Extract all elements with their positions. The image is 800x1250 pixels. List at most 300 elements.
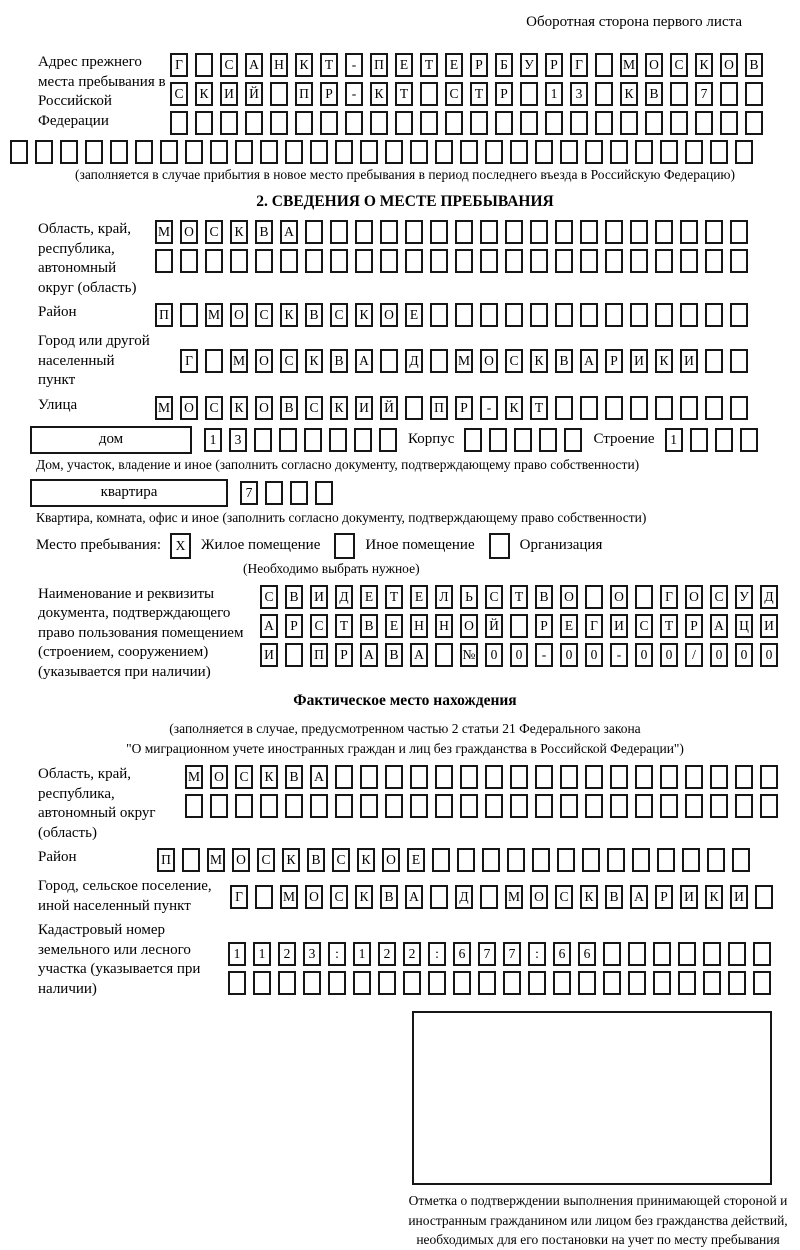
char-cell bbox=[430, 885, 448, 909]
char-cell: Т bbox=[660, 614, 678, 638]
char-cell bbox=[680, 303, 698, 327]
cells-row bbox=[155, 303, 755, 327]
char-cell: Й bbox=[380, 396, 398, 420]
district-label: Район bbox=[38, 304, 77, 320]
char-cell: И bbox=[680, 885, 698, 909]
char-cell: Ь bbox=[460, 585, 478, 609]
char-cell: С bbox=[255, 303, 273, 327]
char-cell: О bbox=[685, 585, 703, 609]
char-cell: К bbox=[330, 396, 348, 420]
char-cell: И bbox=[730, 885, 748, 909]
char-cell: / bbox=[685, 643, 703, 667]
char-cell bbox=[703, 942, 721, 966]
char-cell bbox=[514, 428, 532, 452]
char-cell: Р bbox=[320, 82, 338, 106]
char-cell: Р bbox=[335, 643, 353, 667]
char-cell bbox=[585, 765, 603, 789]
char-cell: С bbox=[505, 349, 523, 373]
char-cell: П bbox=[310, 643, 328, 667]
char-cell bbox=[605, 303, 623, 327]
char-cell bbox=[279, 428, 297, 452]
char-cell bbox=[730, 349, 748, 373]
char-cell bbox=[35, 140, 53, 164]
char-cell: М bbox=[455, 349, 473, 373]
char-cell: Д bbox=[760, 585, 778, 609]
char-cell: К bbox=[580, 885, 598, 909]
char-cell: О bbox=[720, 53, 738, 77]
char-cell: С bbox=[280, 349, 298, 373]
char-cell bbox=[410, 794, 428, 818]
char-cell bbox=[720, 111, 738, 135]
char-cell: К bbox=[195, 82, 213, 106]
char-cell bbox=[435, 794, 453, 818]
char-cell bbox=[335, 140, 353, 164]
char-cell: В bbox=[255, 220, 273, 244]
char-cell bbox=[580, 249, 598, 273]
char-cell bbox=[535, 765, 553, 789]
char-cell: А bbox=[630, 885, 648, 909]
char-cell bbox=[585, 140, 603, 164]
korpus-cells bbox=[464, 428, 589, 452]
char-cell bbox=[630, 249, 648, 273]
field-document bbox=[10, 585, 800, 683]
char-cell: Е bbox=[360, 585, 378, 609]
checkbox-other-premises bbox=[334, 533, 355, 559]
char-cell bbox=[705, 249, 723, 273]
previous-address-cells bbox=[170, 53, 770, 135]
char-cell bbox=[503, 971, 521, 995]
char-cell: Т bbox=[385, 585, 403, 609]
char-cell bbox=[657, 848, 675, 872]
char-cell bbox=[705, 303, 723, 327]
confirmation-stamp-area bbox=[398, 1011, 798, 1250]
char-cell: И bbox=[760, 614, 778, 638]
char-cell bbox=[510, 614, 528, 638]
char-cell bbox=[755, 885, 773, 909]
actual-location-note bbox=[10, 719, 800, 759]
char-cell: М bbox=[280, 885, 298, 909]
document-cells bbox=[260, 585, 785, 683]
char-cell: К bbox=[705, 885, 723, 909]
char-cell bbox=[605, 249, 623, 273]
char-cell bbox=[245, 111, 263, 135]
char-cell bbox=[460, 765, 478, 789]
char-cell bbox=[353, 971, 371, 995]
char-cell bbox=[660, 140, 678, 164]
char-cell: К bbox=[260, 765, 278, 789]
char-cell: О bbox=[530, 885, 548, 909]
stay-type-label: Место пребывания: bbox=[36, 537, 161, 553]
char-cell: О bbox=[610, 585, 628, 609]
char-cell bbox=[329, 428, 347, 452]
char-cell bbox=[705, 220, 723, 244]
char-cell: О bbox=[460, 614, 478, 638]
char-cell bbox=[385, 140, 403, 164]
char-cell bbox=[480, 220, 498, 244]
char-cell bbox=[310, 794, 328, 818]
actual-location-note-line2: "О миграционном учете иностранных граждан и лиц без гражданства в Российской Федерации") bbox=[126, 741, 684, 756]
char-cell bbox=[555, 220, 573, 244]
char-cell bbox=[560, 765, 578, 789]
char-cell bbox=[685, 765, 703, 789]
char-cell: С bbox=[205, 396, 223, 420]
char-cell: Р bbox=[495, 82, 513, 106]
char-cell bbox=[557, 848, 575, 872]
char-cell: П bbox=[157, 848, 175, 872]
char-cell bbox=[578, 971, 596, 995]
char-cell: В bbox=[535, 585, 553, 609]
char-cell bbox=[745, 82, 763, 106]
char-cell bbox=[280, 249, 298, 273]
char-cell: К bbox=[655, 349, 673, 373]
char-cell bbox=[580, 303, 598, 327]
field-city bbox=[10, 332, 800, 391]
char-cell: П bbox=[430, 396, 448, 420]
char-cell bbox=[135, 140, 153, 164]
char-cell bbox=[435, 765, 453, 789]
char-cell: : bbox=[428, 942, 446, 966]
char-cell bbox=[653, 942, 671, 966]
char-cell bbox=[420, 111, 438, 135]
char-cell: А bbox=[710, 614, 728, 638]
char-cell bbox=[655, 220, 673, 244]
char-cell: 1 bbox=[353, 942, 371, 966]
char-cell: В bbox=[305, 303, 323, 327]
char-cell: Т bbox=[395, 82, 413, 106]
cells-row bbox=[170, 111, 770, 135]
char-cell: Е bbox=[410, 585, 428, 609]
char-cell bbox=[310, 140, 328, 164]
char-cell: М bbox=[155, 396, 173, 420]
char-cell bbox=[345, 111, 363, 135]
char-cell bbox=[160, 140, 178, 164]
char-cell bbox=[685, 140, 703, 164]
char-cell: В bbox=[280, 396, 298, 420]
char-cell: С bbox=[220, 53, 238, 77]
char-cell: В bbox=[285, 765, 303, 789]
char-cell: С bbox=[257, 848, 275, 872]
char-cell bbox=[405, 249, 423, 273]
char-cell bbox=[110, 140, 128, 164]
char-cell bbox=[180, 303, 198, 327]
char-cell: О bbox=[255, 349, 273, 373]
char-cell: М bbox=[155, 220, 173, 244]
char-cell: С bbox=[235, 765, 253, 789]
char-cell bbox=[460, 794, 478, 818]
char-cell: О bbox=[382, 848, 400, 872]
char-cell bbox=[455, 303, 473, 327]
char-cell bbox=[205, 249, 223, 273]
char-cell: К bbox=[282, 848, 300, 872]
char-cell bbox=[290, 481, 308, 505]
char-cell: 1 bbox=[665, 428, 683, 452]
char-cell bbox=[265, 481, 283, 505]
char-cell: Н bbox=[270, 53, 288, 77]
char-cell bbox=[745, 111, 763, 135]
char-cell: М bbox=[205, 303, 223, 327]
char-cell bbox=[707, 848, 725, 872]
char-cell: И bbox=[260, 643, 278, 667]
char-cell: Р bbox=[545, 53, 563, 77]
char-cell bbox=[720, 82, 738, 106]
char-cell: 7 bbox=[478, 942, 496, 966]
char-cell bbox=[255, 249, 273, 273]
char-cell: Г bbox=[180, 349, 198, 373]
char-cell bbox=[380, 249, 398, 273]
char-cell bbox=[360, 794, 378, 818]
char-cell bbox=[505, 249, 523, 273]
char-cell bbox=[432, 848, 450, 872]
char-cell bbox=[710, 794, 728, 818]
char-cell bbox=[670, 82, 688, 106]
city-label: Город или другой населенный пункт bbox=[38, 333, 150, 388]
cells-row bbox=[180, 349, 755, 373]
char-cell bbox=[635, 585, 653, 609]
char-cell bbox=[682, 848, 700, 872]
char-cell: С bbox=[170, 82, 188, 106]
char-cell bbox=[730, 396, 748, 420]
char-cell bbox=[489, 428, 507, 452]
char-cell: С bbox=[710, 585, 728, 609]
actual-city-label: Город, сельское поселение, иной населенный пункт bbox=[38, 878, 212, 914]
char-cell: 0 bbox=[560, 643, 578, 667]
char-cell bbox=[330, 220, 348, 244]
char-cell bbox=[334, 533, 355, 559]
char-cell bbox=[470, 111, 488, 135]
char-cell: А bbox=[310, 765, 328, 789]
char-cell: П bbox=[155, 303, 173, 327]
actual-region-label: Область, край, республика, автономный округ (область) bbox=[38, 766, 156, 841]
cadastral-cells bbox=[228, 942, 778, 999]
char-cell: 3 bbox=[229, 428, 247, 452]
char-cell bbox=[595, 82, 613, 106]
char-cell bbox=[570, 111, 588, 135]
char-cell: Д bbox=[405, 349, 423, 373]
cadastral-label: Кадастровый номер земельного или лесного участка (указывается при наличии) bbox=[38, 922, 201, 997]
char-cell bbox=[603, 971, 621, 995]
char-cell bbox=[532, 848, 550, 872]
korpus-label: Корпус bbox=[408, 431, 455, 447]
char-cell bbox=[628, 942, 646, 966]
char-cell bbox=[735, 765, 753, 789]
char-cell bbox=[705, 396, 723, 420]
char-cell: О bbox=[645, 53, 663, 77]
char-cell: К bbox=[230, 396, 248, 420]
char-cell bbox=[555, 303, 573, 327]
char-cell: И bbox=[630, 349, 648, 373]
char-cell bbox=[530, 249, 548, 273]
residential-option-label: Жилое помещение bbox=[201, 537, 321, 553]
char-cell bbox=[380, 220, 398, 244]
char-cell: У bbox=[735, 585, 753, 609]
char-cell bbox=[582, 848, 600, 872]
char-cell: И bbox=[610, 614, 628, 638]
char-cell: Р bbox=[285, 614, 303, 638]
char-cell: А bbox=[280, 220, 298, 244]
char-cell bbox=[580, 220, 598, 244]
char-cell bbox=[185, 140, 203, 164]
char-cell: 0 bbox=[735, 643, 753, 667]
char-cell bbox=[735, 140, 753, 164]
apartment-type-box: квартира bbox=[30, 479, 228, 507]
char-cell bbox=[355, 249, 373, 273]
cells-row bbox=[260, 614, 785, 638]
char-cell bbox=[678, 942, 696, 966]
char-cell: И bbox=[355, 396, 373, 420]
char-cell bbox=[453, 971, 471, 995]
char-cell bbox=[653, 971, 671, 995]
char-cell bbox=[260, 794, 278, 818]
char-cell: Е bbox=[560, 614, 578, 638]
char-cell bbox=[555, 396, 573, 420]
char-cell: Н bbox=[410, 614, 428, 638]
char-cell bbox=[228, 971, 246, 995]
previous-address-overflow-row bbox=[10, 140, 800, 164]
char-cell bbox=[660, 794, 678, 818]
char-cell bbox=[182, 848, 200, 872]
char-cell: Е bbox=[385, 614, 403, 638]
char-cell bbox=[510, 794, 528, 818]
char-cell bbox=[482, 848, 500, 872]
char-cell bbox=[85, 140, 103, 164]
char-cell: : bbox=[328, 942, 346, 966]
char-cell bbox=[610, 765, 628, 789]
char-cell bbox=[480, 249, 498, 273]
actual-location-note-line1: (заполняется в случае, предусмотренном частью 2 статьи 21 Федерального закона bbox=[169, 721, 641, 736]
cells-row bbox=[170, 82, 770, 106]
char-cell bbox=[260, 140, 278, 164]
char-cell: - bbox=[345, 82, 363, 106]
char-cell: А bbox=[245, 53, 263, 77]
char-cell bbox=[670, 111, 688, 135]
char-cell bbox=[305, 220, 323, 244]
previous-address-label: Адрес прежнего места пребывания в Российской Федерации bbox=[38, 54, 166, 129]
organization-option-label: Организация bbox=[519, 537, 603, 553]
char-cell bbox=[564, 428, 582, 452]
char-cell bbox=[660, 765, 678, 789]
section2-title: 2. СВЕДЕНИЯ О МЕСТЕ ПРЕБЫВАНИЯ bbox=[256, 193, 554, 210]
char-cell bbox=[510, 140, 528, 164]
char-cell bbox=[595, 53, 613, 77]
char-cell: Г bbox=[570, 53, 588, 77]
char-cell: К bbox=[355, 303, 373, 327]
char-cell: О bbox=[230, 303, 248, 327]
confirmation-stamp-box bbox=[412, 1011, 772, 1185]
char-cell bbox=[655, 303, 673, 327]
char-cell bbox=[703, 971, 721, 995]
char-cell: Д bbox=[335, 585, 353, 609]
char-cell bbox=[715, 428, 733, 452]
char-cell: 3 bbox=[570, 82, 588, 106]
char-cell bbox=[505, 220, 523, 244]
char-cell: К bbox=[305, 349, 323, 373]
char-cell bbox=[378, 971, 396, 995]
char-cell bbox=[455, 249, 473, 273]
char-cell bbox=[405, 396, 423, 420]
char-cell: Ц bbox=[735, 614, 753, 638]
char-cell bbox=[645, 111, 663, 135]
char-cell bbox=[285, 794, 303, 818]
actual-district-label: Район bbox=[38, 849, 77, 865]
char-cell: С bbox=[310, 614, 328, 638]
char-cell bbox=[485, 140, 503, 164]
char-cell bbox=[315, 481, 333, 505]
field-street bbox=[10, 396, 800, 420]
char-cell bbox=[10, 140, 28, 164]
char-cell bbox=[270, 111, 288, 135]
char-cell: Е bbox=[405, 303, 423, 327]
char-cell bbox=[710, 765, 728, 789]
char-cell: Т bbox=[320, 53, 338, 77]
char-cell bbox=[605, 396, 623, 420]
char-cell: К bbox=[355, 885, 373, 909]
char-cell: О bbox=[180, 396, 198, 420]
char-cell: К bbox=[530, 349, 548, 373]
char-cell: П bbox=[370, 53, 388, 77]
char-cell: С bbox=[485, 585, 503, 609]
char-cell: Р bbox=[470, 53, 488, 77]
char-cell: Т bbox=[510, 585, 528, 609]
char-cell: О bbox=[255, 396, 273, 420]
char-cell: О bbox=[210, 765, 228, 789]
char-cell: 6 bbox=[453, 942, 471, 966]
field-apartment bbox=[10, 479, 800, 507]
char-cell: № bbox=[460, 643, 478, 667]
char-cell bbox=[295, 111, 313, 135]
char-cell bbox=[195, 53, 213, 77]
char-cell: С bbox=[330, 303, 348, 327]
char-cell: Й bbox=[485, 614, 503, 638]
cells-row bbox=[228, 942, 778, 966]
char-cell bbox=[728, 971, 746, 995]
char-cell bbox=[553, 971, 571, 995]
char-cell: 0 bbox=[760, 643, 778, 667]
field-previous-address bbox=[10, 53, 800, 135]
char-cell: М bbox=[207, 848, 225, 872]
char-cell bbox=[607, 848, 625, 872]
apartment-number-cells bbox=[240, 481, 340, 505]
char-cell: Г bbox=[660, 585, 678, 609]
char-cell bbox=[539, 428, 557, 452]
char-cell bbox=[705, 349, 723, 373]
cells-row bbox=[155, 396, 755, 420]
char-cell bbox=[303, 971, 321, 995]
document-label: Наименование и реквизиты документа, подтверждающего право пользования помещением (строением, сооружением) (указывается при наличии) bbox=[38, 585, 244, 680]
confirmation-stamp-caption: Отметка о подтверждении выполнения принимающей стороной и иностранным гражданином или лицом без гражданства действий, необходимых для его постановки на учет по месту пребывания bbox=[408, 1193, 788, 1247]
char-cell bbox=[632, 848, 650, 872]
char-cell: В bbox=[385, 643, 403, 667]
stroenie-cells bbox=[665, 428, 765, 452]
char-cell: С bbox=[445, 82, 463, 106]
field-actual-region bbox=[10, 765, 800, 843]
char-cell: М bbox=[230, 349, 248, 373]
char-cell: Н bbox=[435, 614, 453, 638]
char-cell bbox=[507, 848, 525, 872]
cells-row bbox=[185, 794, 785, 818]
char-cell bbox=[395, 111, 413, 135]
char-cell bbox=[285, 140, 303, 164]
char-cell bbox=[320, 111, 338, 135]
char-cell: Д bbox=[455, 885, 473, 909]
char-cell: 0 bbox=[485, 643, 503, 667]
char-cell: О bbox=[305, 885, 323, 909]
char-cell: В bbox=[307, 848, 325, 872]
char-cell: С bbox=[555, 885, 573, 909]
char-cell bbox=[405, 220, 423, 244]
cells-row bbox=[155, 249, 755, 273]
char-cell bbox=[605, 220, 623, 244]
char-cell bbox=[60, 140, 78, 164]
